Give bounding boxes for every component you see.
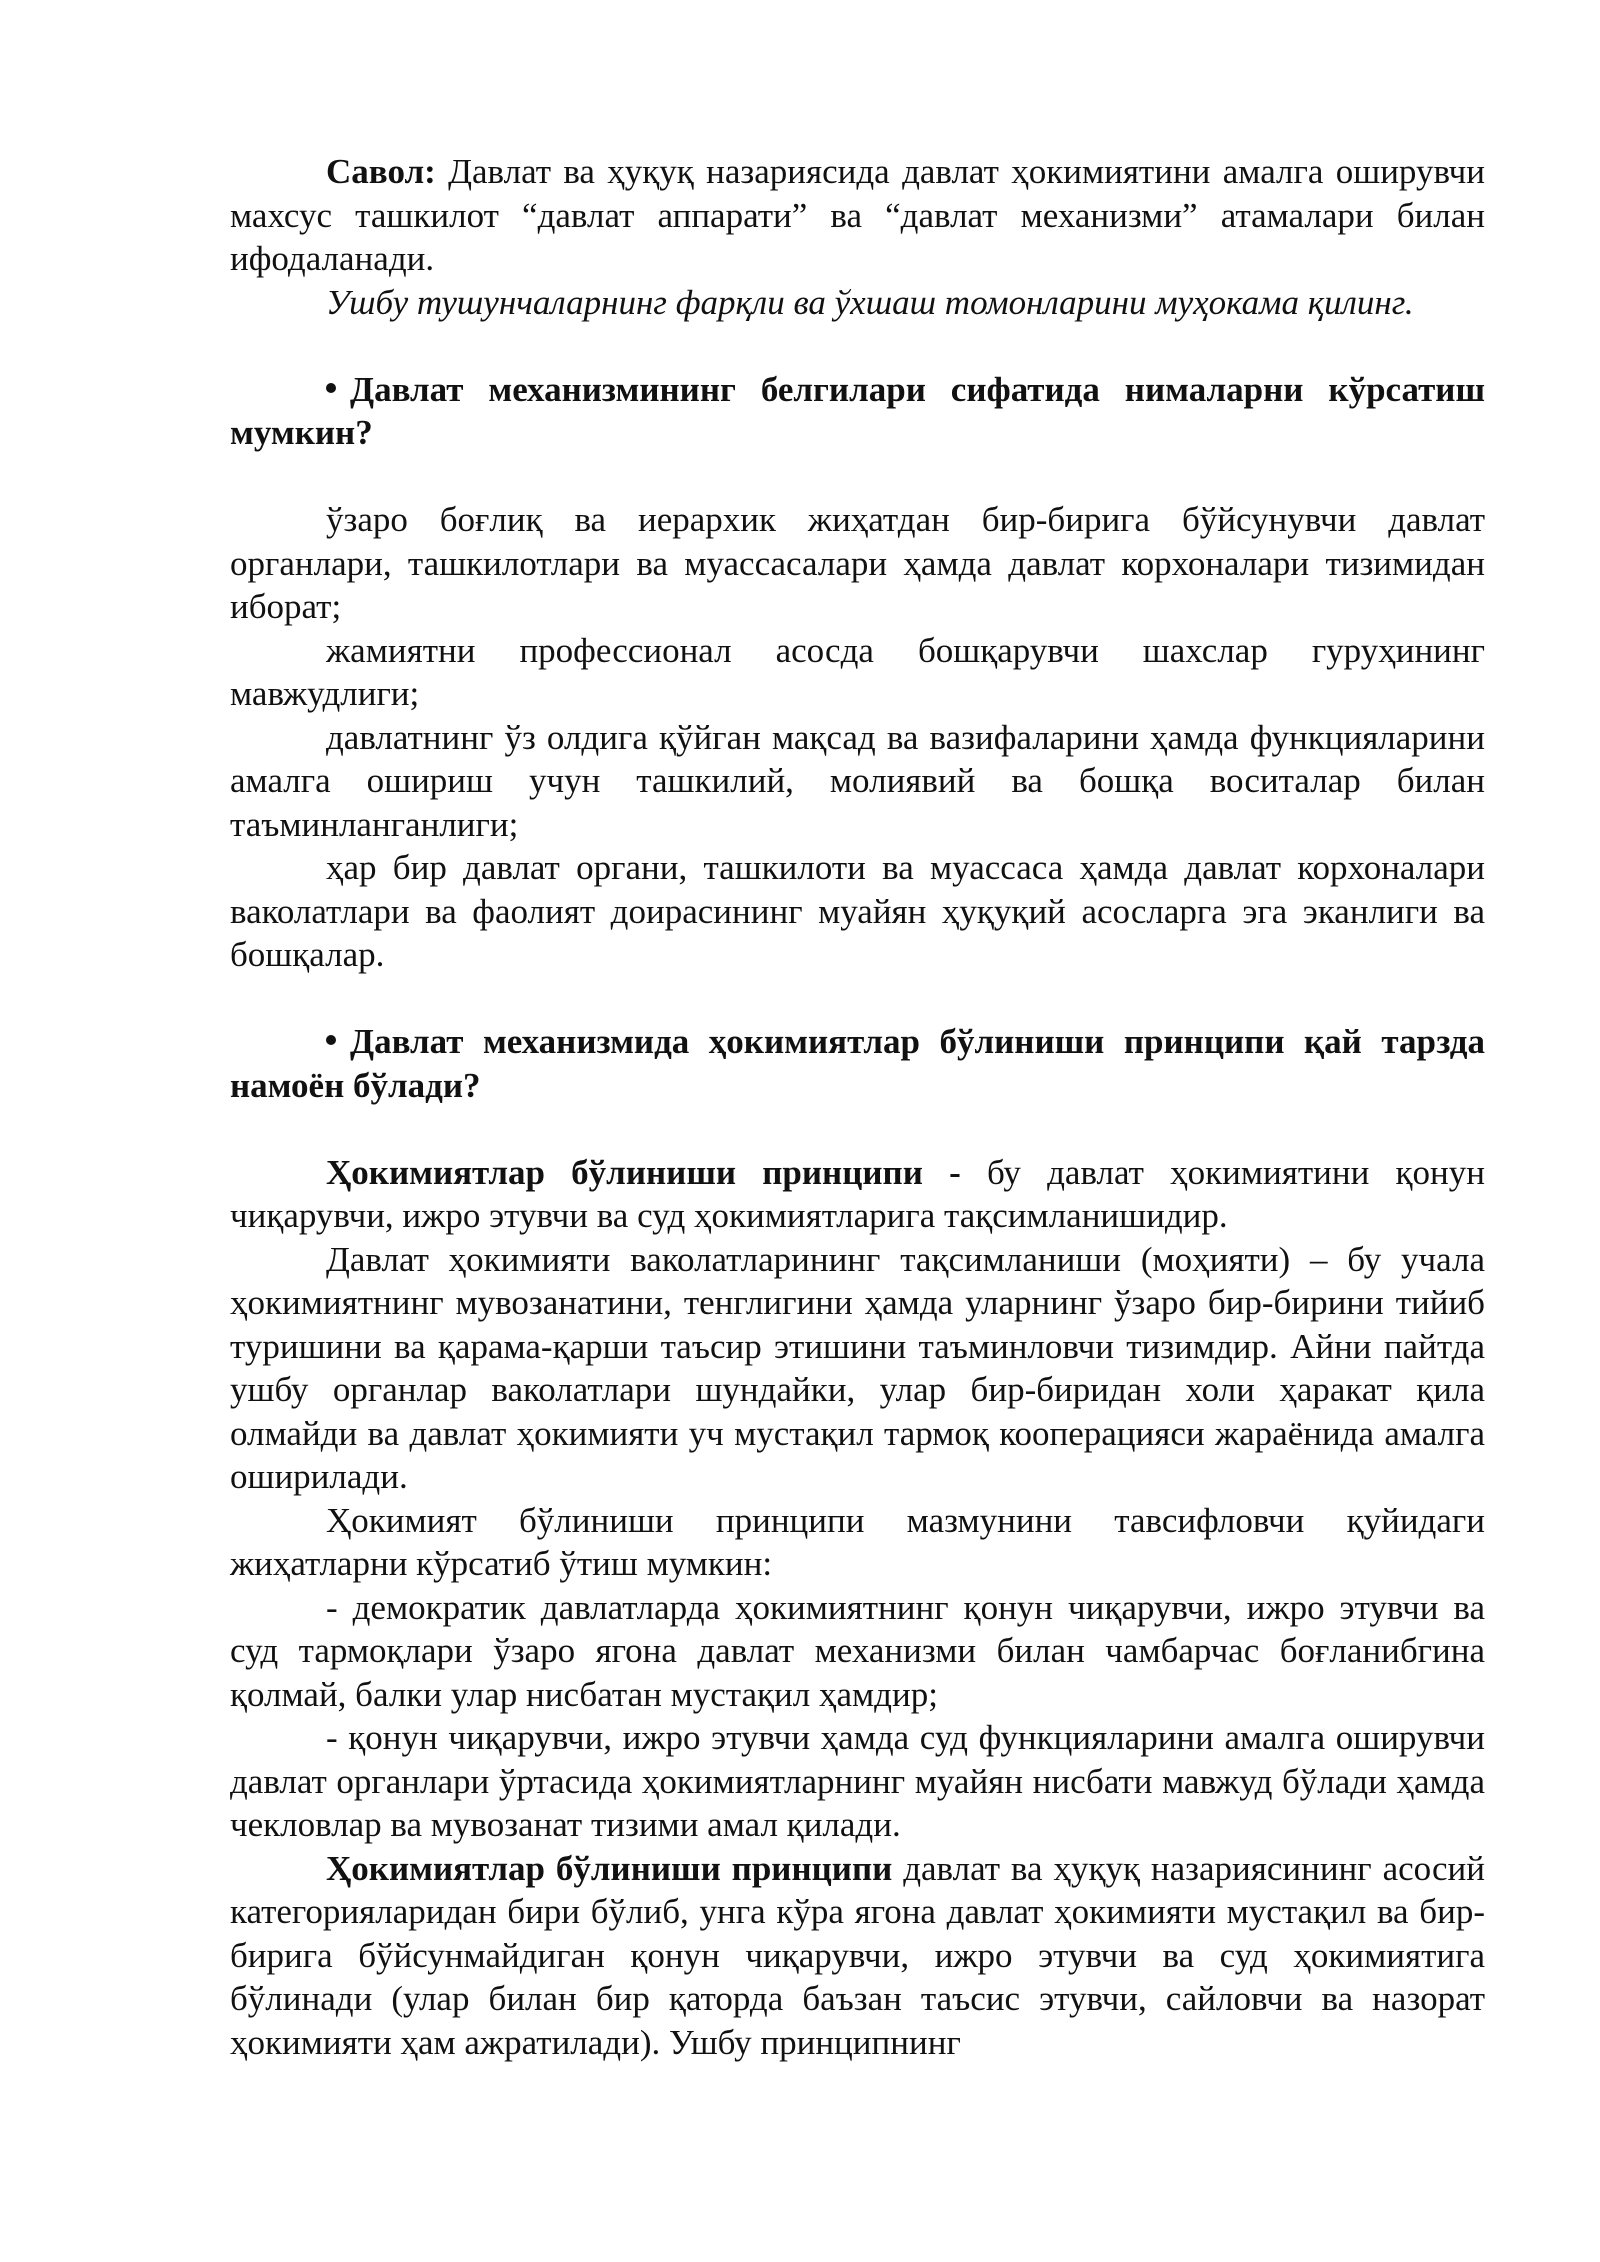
body-paragraph: Ҳокимият бўлиниши принципи мазмунини тавсифловчи қуйидаги жиҳатларни кўрсатиб ўтиш мумкин: bbox=[230, 1500, 1485, 1583]
question-label: Савол: bbox=[326, 152, 436, 191]
section1-item: давлатнинг ўз олдига қўйган мақсад ва вазифаларини ҳамда функцияларини амалга ошириш учун ташкилий, молиявий ва бошқа воситалар билан таъминланганлиги; bbox=[230, 717, 1485, 844]
section1-item: ўзаро боғлиқ ва иерархик жиҳатдан бир-бирига бўйсунувчи давлат органлари, ташкилотлари ва муассасалари ҳамда давлат корхоналари тизимидан иборат; bbox=[230, 500, 1485, 626]
dash-item: - қонун чиқарувчи, ижро этувчи ҳамда суд функцияларини амалга оширувчи давлат органлари ўртасида ҳокимиятларнинг муайян нисбати мавжуд бўлади ҳамда чекловлар ва мувозанат тизими амал қилади. bbox=[230, 1718, 1485, 1844]
body-paragraph: Давлат ҳокимияти ваколатларининг тақсимланиши (моҳияти) – бу учала ҳокимиятнинг мувозанатини, тенглигини ҳамда уларнинг ўзаро бир-бирини тийиб туришини ва қарама-қарши таъсир этишини таъминловчи тизимдир. Айни пайтда ушбу органлар ваколатлари шундайки, улар бир-биридан холи ҳаракат қила олмайди ва давлат ҳокимияти уч мустақил тармоқ кооперацияси жараёнида амалга оширилади. bbox=[230, 1239, 1485, 1496]
spacer bbox=[230, 1107, 1485, 1151]
section1-item: ҳар бир давлат органи, ташкилоти ва муассаса ҳамда давлат корхоналари ваколатлари ва фаолият доирасининг муайян ҳуқуқий асосларга эга эканлиги ва бошқалар. bbox=[230, 848, 1485, 974]
question-paragraph bbox=[230, 150, 1485, 281]
section1-heading-paragraph bbox=[230, 368, 1485, 455]
bullet-icon bbox=[326, 383, 336, 393]
section1-item: жамиятни профессионал асосда бошқарувчи шахслар гуруҳининг мавжудлиги; bbox=[230, 630, 1485, 713]
definition-text: бу давлат ҳокимиятини қонун чиқарувчи, ижро этувчи ва суд ҳокимиятларига тақсимланишидир. bbox=[230, 1152, 1486, 1235]
final-term: Ҳокимиятлар бўлиниши принципи bbox=[326, 1848, 893, 1888]
definition-term: Ҳокимиятлар бўлиниши принципи - bbox=[326, 1152, 961, 1192]
question-task: Ушбу тушунчаларнинг фарқли ва ўхшаш томонларини муҳокама қилинг. bbox=[326, 282, 1414, 322]
bullet-icon bbox=[326, 1035, 336, 1045]
spacer bbox=[230, 324, 1485, 368]
spacer bbox=[230, 455, 1485, 499]
final-paragraph bbox=[230, 1847, 1485, 2065]
section2-heading-paragraph bbox=[230, 1020, 1485, 1107]
definition-paragraph bbox=[230, 1151, 1485, 1238]
spacer bbox=[230, 977, 1485, 1021]
document-page bbox=[230, 150, 1485, 2064]
section1-heading: Давлат механизмининг белгилари сифатида нималарни кўрсатиш мумкин? bbox=[230, 369, 1485, 452]
section2-heading: Давлат механизмида ҳокимиятлар бўлиниши принципи қай тарзда намоён бўлади? bbox=[230, 1022, 1485, 1105]
final-text: давлат ва ҳуқуқ назариясининг асосий категорияларидан бири бўлиб, унга кўра ягона давлат ҳокимияти мустақил ва бир-бирига бўйсунмайдиган қонун чиқарувчи, ижро этувчи ва суд ҳокимиятига бўлинади (улар билан бир қаторда баъзан таъсис этувчи, сайловчи ва назорат ҳокимияти ҳам ажратилади). Ушбу принципнинг bbox=[230, 1848, 1486, 2062]
question-text: Давлат ва ҳуқуқ назариясида давлат ҳокимиятини амалга оширувчи махсус ташкилот “давлат аппарати” ва “давлат механизми” атамалари билан ифодаланади. bbox=[230, 152, 1485, 278]
dash-item: - демократик давлатларда ҳокимиятнинг қонун чиқарувчи, ижро этувчи ва суд тармоқлари ўзаро ягона давлат механизми билан чамбарчас боғланибгина қолмай, балки улар нисбатан мустақил ҳамдир; bbox=[230, 1587, 1485, 1714]
